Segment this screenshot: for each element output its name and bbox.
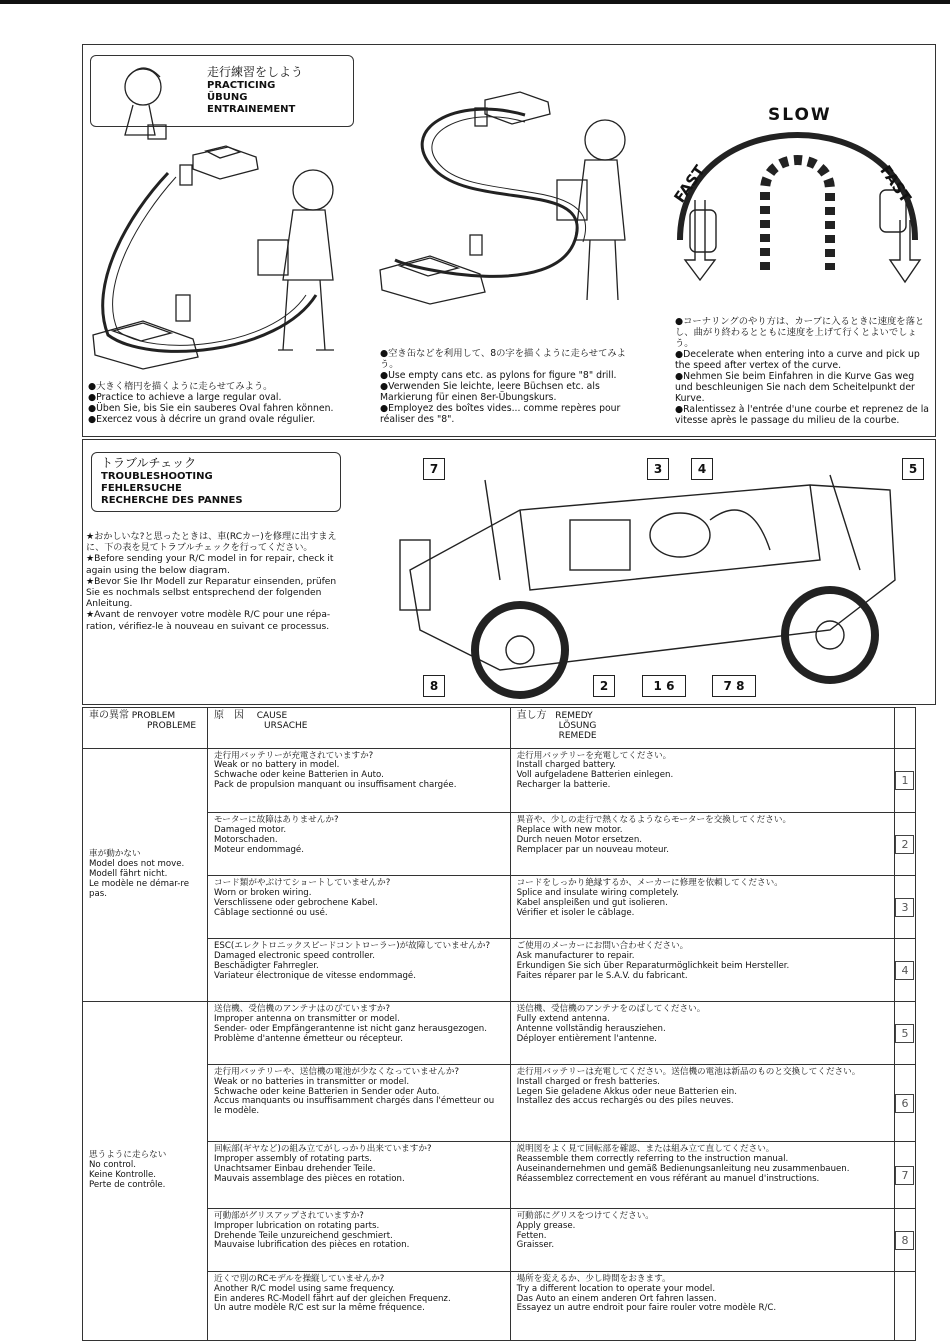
- diagram-label-2: 2: [593, 675, 615, 697]
- cause-text: 近くで別のRCモデルを操縦していませんか?: [213, 1273, 385, 1284]
- header-cause-jp: 原 因: [213, 710, 244, 721]
- header-num: [894, 708, 915, 749]
- diagram-label-7: 7: [423, 458, 445, 480]
- cause-cell: [207, 1002, 510, 1065]
- diagram-label-3: 3: [647, 458, 669, 480]
- cause-cell: [207, 876, 510, 939]
- remedy-text: Réassemblez correctement en vous référant au manuel d'instructions.: [516, 1173, 820, 1184]
- cause-text: Motorschaden.: [213, 835, 278, 846]
- problem-text: 思うように走らない: [89, 1150, 167, 1161]
- remedy-text: Apply grease.: [516, 1220, 576, 1231]
- cornering-caption: [675, 316, 931, 426]
- remedy-cell: [510, 939, 894, 1002]
- table-row: [83, 1142, 916, 1209]
- troubleshooting-table: [82, 707, 916, 1341]
- diagram-label-4: 4: [691, 458, 713, 480]
- remedy-cell: [510, 1002, 894, 1065]
- oval-caption-en: ●Practice to achieve a large regular oval.: [88, 392, 282, 403]
- row-number-badge: 1: [895, 771, 914, 790]
- problem-text: Le modèle ne démar-re pas.: [89, 878, 189, 899]
- figure-eight-illustration: [375, 80, 655, 350]
- cause-text: Pack de propulsion manquant ou insuffisament chargée.: [213, 779, 457, 790]
- remedy-text: Recharger la batterie.: [516, 779, 611, 790]
- remedy-text: コードをしっかり絶縁するか、メーカーに修理を依頼してください。: [516, 878, 783, 889]
- cause-cell: [207, 1271, 510, 1340]
- diagram-label-8: 8: [423, 675, 445, 697]
- remedy-text: Voll aufgeladene Batterien einlegen.: [516, 770, 674, 781]
- troubleshooting-title-box: [91, 452, 341, 512]
- cause-text: Worn or broken wiring.: [213, 888, 312, 899]
- remedy-text: 異音や、少しの走行で熱くなるようならモーターを交換してください。: [516, 815, 792, 826]
- row-number-badge: 2: [895, 835, 914, 854]
- cause-text: Mauvaise lubrification des pièces en rotation.: [213, 1240, 410, 1251]
- cause-text: Accus manquants ou insuffisamment chargés dans l'émetteur ou le modèle.: [213, 1096, 495, 1117]
- row-number-badge: 6: [895, 1094, 914, 1113]
- remedy-text: Faites réparer par le S.A.V. du fabricant.: [516, 970, 688, 981]
- remedy-text: Reassemble them correctly referring to the instruction manual.: [516, 1153, 789, 1164]
- corner-caption-jp: ●コーナリングのやり方は、カーブに入るときに速度を落とし、曲がり終わるとともに速度を上げて行くとよいでしょう。: [675, 316, 925, 349]
- cause-text: 走行用バッテリーや、送信機の電池が少なくなっていませんか?: [213, 1067, 459, 1078]
- remedy-text: ご使用のメーカーにお問い合わせください。: [516, 941, 689, 952]
- header-problem: [83, 708, 208, 749]
- cause-text: コード類がやぶけてショートしていませんか?: [213, 878, 391, 889]
- intro-en: ★Before sending your R/C model in for repair, check it again using the below diagram.: [86, 554, 334, 576]
- remedy-text: Fetten.: [516, 1230, 547, 1241]
- problem-text: Model does not move.: [89, 859, 185, 870]
- intro-jp: ★おかしいな?と思ったときは、車(RCカー)を修理に出すまえに、下の表を見てトラブルチェックを行ってください。: [86, 532, 337, 554]
- cause-text: ESC(エレクトロニックスピードコントローラー)が故障していませんか?: [213, 941, 491, 952]
- cause-text: Beschädigter Fahrregler.: [213, 960, 319, 971]
- corner-caption-en: ●Decelerate when entering into a curve and pick up the speed after vertex of the curve.: [675, 349, 920, 371]
- oval-practice-illustration: [88, 55, 378, 375]
- problem-no-move: [83, 748, 208, 1002]
- troubleshooting-title-en: TROUBLESHOOTING: [101, 471, 213, 482]
- header-cause: [207, 708, 510, 749]
- remedy-text: 可動部にグリスをつけてください。: [516, 1211, 654, 1222]
- cause-text: Ein anderes RC-Modell fährt auf der gleichen Frequenz.: [213, 1293, 451, 1304]
- num-cell: [894, 939, 915, 1002]
- oval-caption: [88, 381, 378, 425]
- corner-caption-fr: ●Ralentissez à l'entrée d'une courbe et reprenez de la vitesse après le passage du milieu de la courbe.: [675, 404, 929, 426]
- row-number-badge: 4: [895, 961, 914, 980]
- remedy-text: 送信機、受信機のアンテナをのばしてください。: [516, 1004, 706, 1015]
- row-number-badge: 7: [895, 1166, 914, 1185]
- practicing-title-en: PRACTICING: [207, 80, 276, 91]
- row-number-badge: 5: [895, 1024, 914, 1043]
- remedy-text: Essayez un autre endroit pour faire rouler votre modèle R/C.: [516, 1303, 777, 1314]
- cause-text: Verschlissene oder gebrochene Kabel.: [213, 897, 378, 908]
- top-rule: [0, 0, 950, 4]
- practicing-title-fr: ENTRAINEMENT: [207, 104, 296, 115]
- remedy-text: 走行用バッテリーを充電してください。: [516, 750, 672, 761]
- remedy-cell: [510, 1209, 894, 1272]
- remedy-text: Antenne vollständig herausziehen.: [516, 1023, 666, 1034]
- remedy-text: Try a different location to operate your model.: [516, 1283, 716, 1294]
- header-remedy-en: REMEDY: [555, 711, 593, 721]
- num-cell: [894, 1142, 915, 1209]
- remedy-text: Ask manufacturer to repair.: [516, 951, 635, 962]
- cause-text: 回転部(ギヤなど)の組み立てがしっかり出来ていますか?: [213, 1144, 432, 1155]
- cause-text: Unachtsamer Einbau drehender Teile.: [213, 1163, 376, 1174]
- header-cause-de: URSACHE: [263, 720, 308, 731]
- oval-caption-de: ●Üben Sie, bis Sie ein sauberes Oval fahren können.: [88, 403, 334, 414]
- cause-text: Schwache oder keine Batterien in Sender oder Auto.: [213, 1086, 440, 1097]
- remedy-text: 説明図をよく見て回転部を確認、または組み立て直してください。: [516, 1144, 775, 1155]
- remedy-text: Vérifier et isoler le câblage.: [516, 907, 635, 918]
- cause-text: Weak or no batteries in transmitter or model.: [213, 1076, 410, 1087]
- problem-no-control: [83, 1002, 208, 1341]
- cause-text: Improper assembly of rotating parts.: [213, 1153, 372, 1164]
- remedy-text: Déployer entièrement l'antenne.: [516, 1033, 657, 1044]
- table-row: [83, 1065, 916, 1142]
- eight-caption-fr: ●Employez des boîtes vides... comme repères pour réaliser des "8".: [380, 403, 621, 425]
- intro-fr: ★Avant de renvoyer votre modèle R/C pour une répa-ration, vérifiez-le à nouveau en suivant ce processus.: [86, 610, 331, 632]
- remedy-text: 場所を変えるか、少し時間をおきます。: [516, 1273, 671, 1284]
- diagram-label-5: 5: [902, 458, 924, 480]
- cause-cell: [207, 1209, 510, 1272]
- num-cell: [894, 1065, 915, 1142]
- table-row: [83, 939, 916, 1002]
- troubleshooting-title-jp: トラブルチェック: [101, 456, 197, 470]
- cause-text: Damaged motor.: [213, 825, 287, 836]
- remedy-text: Install charged battery.: [516, 760, 616, 771]
- cause-text: Problème d'antenne émetteur ou récepteur.: [213, 1033, 404, 1044]
- header-remedy-fr: REMEDE: [558, 730, 597, 741]
- header-problem-jp: 車の異常: [89, 710, 129, 721]
- practicing-title-de: ÜBUNG: [207, 92, 248, 103]
- remedy-cell: [510, 748, 894, 813]
- remedy-text: Durch neuen Motor ersetzen.: [516, 835, 643, 846]
- table-row: [83, 1002, 916, 1065]
- fast-label-left: FAST: [670, 161, 709, 207]
- problem-text: Modell fährt nicht.: [89, 868, 168, 879]
- cause-text: Moteur endommagé.: [213, 844, 304, 855]
- remedy-text: Installez des accus rechargés ou des piles neuves.: [516, 1096, 734, 1107]
- cause-text: Câblage sectionné ou usé.: [213, 907, 328, 918]
- problem-text: Keine Kontrolle.: [89, 1170, 157, 1181]
- cause-cell: [207, 813, 510, 876]
- table-row: [83, 1271, 916, 1340]
- intro-de: ★Bevor Sie Ihr Modell zur Reparatur einsenden, prüfen Sie es nochmals selbst entsprechend der folgenden Anleitung.: [86, 576, 337, 610]
- num-cell: [894, 748, 915, 813]
- cause-cell: [207, 1142, 510, 1209]
- remedy-cell: [510, 1065, 894, 1142]
- row-number-badge: 3: [895, 898, 914, 917]
- remedy-text: Fully extend antenna.: [516, 1013, 610, 1024]
- remedy-cell: [510, 813, 894, 876]
- table-row: [83, 876, 916, 939]
- diagram-label-7-8: 7 8: [712, 675, 756, 697]
- num-cell: [894, 1209, 915, 1272]
- oval-caption-jp: ●大きく楕円を描くように走らせてみよう。: [88, 381, 273, 392]
- cause-cell: [207, 1065, 510, 1142]
- num-cell: [894, 1002, 915, 1065]
- problem-text: No control.: [89, 1160, 136, 1171]
- cause-text: Weak or no battery in model.: [213, 760, 340, 771]
- header-remedy-jp: 直し方: [516, 710, 547, 721]
- cause-text: 走行用バッテリーが充電されていますか?: [213, 750, 374, 761]
- eight-caption-en: ●Use empty cans etc. as pylons for figure "8" drill.: [380, 370, 617, 381]
- problem-text: Perte de contrôle.: [89, 1179, 166, 1190]
- cause-text: Schwache oder keine Batterien in Auto.: [213, 770, 384, 781]
- fast-label-right: FAST: [876, 161, 915, 207]
- table-header-row: [83, 708, 916, 749]
- practicing-title-jp: 走行練習をしよう: [207, 65, 304, 79]
- header-problem-en: PROBLEM: [131, 711, 176, 721]
- remedy-text: Replace with new motor.: [516, 825, 623, 836]
- remedy-text: Graisser.: [516, 1240, 555, 1251]
- troubleshooting-intro: [86, 532, 338, 633]
- remedy-cell: [510, 876, 894, 939]
- remedy-text: Erkundigen Sie sich über Reparaturmöglichkeit beim Hersteller.: [516, 960, 790, 971]
- chassis-diagram: [390, 450, 930, 700]
- remedy-text: Das Auto an einem anderen Ort fahren lassen.: [516, 1293, 717, 1304]
- cause-text: Damaged electronic speed controller.: [213, 951, 376, 962]
- cause-text: 送信機、受信機のアンテナはのびていますか?: [213, 1004, 391, 1015]
- header-problem-fr: PROBLEME: [147, 720, 197, 731]
- row-number-badge: 8: [895, 1231, 914, 1250]
- header-cause-en: CAUSE: [256, 711, 288, 721]
- cause-cell: [207, 748, 510, 813]
- oval-caption-fr: ●Exercez vous à décrire un grand ovale régulier.: [88, 414, 316, 425]
- problem-text: 車が動かない: [89, 849, 141, 860]
- cause-text: Un autre modèle R/C est sur la même fréquence.: [213, 1303, 425, 1314]
- header-remedy: [510, 708, 894, 749]
- cause-text: モーターに故障はありませんか?: [213, 815, 339, 826]
- cause-text: Improper lubrication on rotating parts.: [213, 1220, 380, 1231]
- table-row: [83, 748, 916, 813]
- remedy-text: 走行用バッテリーは充電してください。送信機の電池は新品のものと交換してください。: [516, 1067, 861, 1078]
- corner-caption-de: ●Nehmen Sie beim Einfahren in die Kurve Gas weg und beschleunigen Sie nach dem Scheitelpunkt der Kurve.: [675, 371, 915, 404]
- cause-text: Mauvais assemblage des pièces en rotation.: [213, 1173, 405, 1184]
- cause-text: 可動部がグリスアップされていますか?: [213, 1211, 364, 1222]
- cause-text: Sender- oder Empfängerantenne ist nicht ganz herausgezogen.: [213, 1023, 487, 1034]
- slow-label: SLOW: [768, 105, 832, 125]
- remedy-text: Install charged or fresh batteries.: [516, 1076, 660, 1087]
- remedy-text: Splice and insulate wiring completely.: [516, 888, 679, 899]
- cause-cell: [207, 939, 510, 1002]
- cause-text: Variateur électronique de vitesse endommagé.: [213, 970, 416, 981]
- figure-eight-caption: [380, 348, 642, 425]
- remedy-text: Remplacer par un nouveau moteur.: [516, 844, 669, 855]
- remedy-cell: [510, 1142, 894, 1209]
- header-remedy-de: LÖSUNG: [558, 720, 597, 731]
- cornering-illustration: [665, 80, 930, 310]
- diagram-label-1-6: 1 6: [642, 675, 686, 697]
- num-cell: [894, 876, 915, 939]
- cause-text: Improper antenna on transmitter or model.: [213, 1013, 400, 1024]
- remedy-text: Legen Sie geladene Akkus oder neue Batterien ein.: [516, 1086, 737, 1097]
- table-row: [83, 1209, 916, 1272]
- eight-caption-de: ●Verwenden Sie leichte, leere Büchsen etc. als Markierung für einen 8er-Übungskurs.: [380, 381, 600, 403]
- num-cell: [894, 813, 915, 876]
- troubleshooting-title-de: FEHLERSUCHE: [101, 483, 182, 494]
- eight-caption-jp: ●空き缶などを利用して、8の字を描くように走らせてみよう。: [380, 348, 626, 370]
- table-row: [83, 813, 916, 876]
- remedy-cell: [510, 1271, 894, 1340]
- num-cell: [894, 1271, 915, 1340]
- troubleshooting-title-fr: RECHERCHE DES PANNES: [101, 495, 243, 506]
- cause-text: Drehende Teile unzureichend geschmiert.: [213, 1230, 393, 1241]
- cause-text: Another R/C model using same frequency.: [213, 1283, 395, 1294]
- remedy-text: Auseinandernehmen und gemäß Bedienungsanleitung neu zusammenbauen.: [516, 1163, 850, 1174]
- remedy-text: Kabel anspleißen und gut isolieren.: [516, 897, 668, 908]
